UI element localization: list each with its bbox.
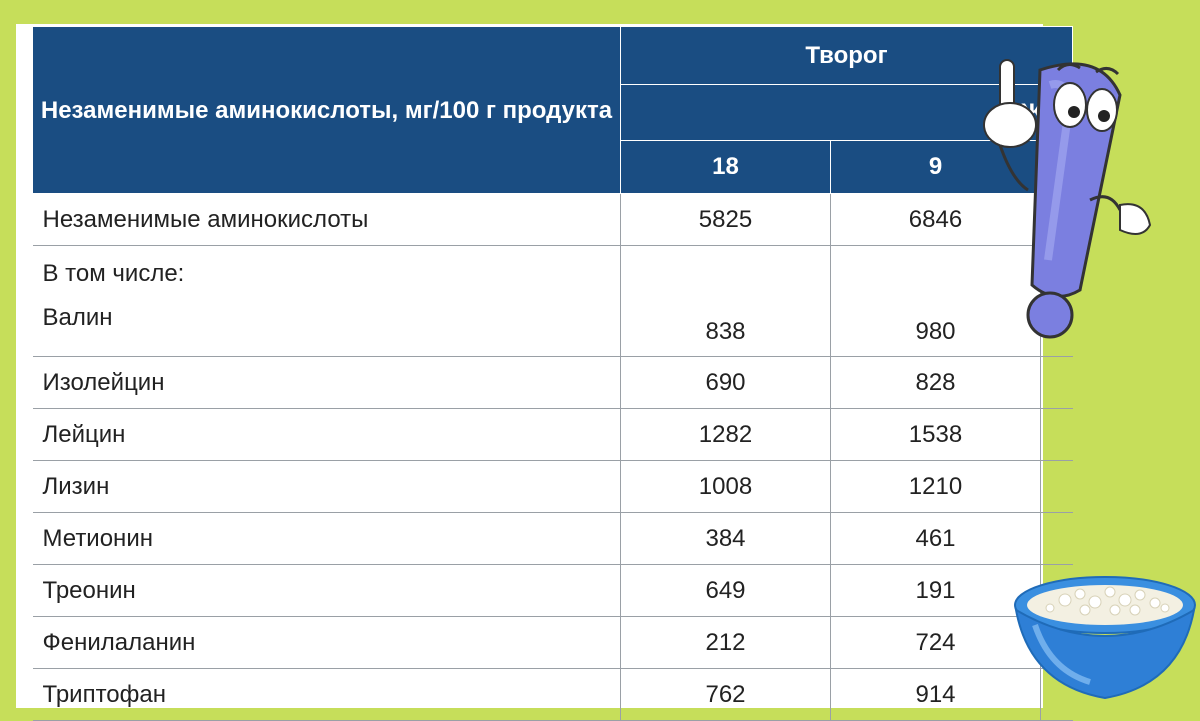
empty-cell: [1041, 461, 1073, 513]
value-cell: 6846: [831, 194, 1041, 246]
pointing-hand-icon: [984, 60, 1036, 190]
amino-acid-table: [32, 26, 1073, 721]
value-cell: 914: [831, 669, 1041, 721]
column-header: 9: [831, 141, 1041, 194]
cottage-cheese-bowl-icon: [1010, 570, 1200, 710]
value-cell: 1008: [621, 461, 831, 513]
value-cell: 980: [831, 246, 1041, 357]
value-cell: 724: [831, 617, 1041, 669]
empty-cell: [1041, 409, 1073, 461]
value-cell: 212: [621, 617, 831, 669]
value-cell: 828: [831, 357, 1041, 409]
empty-cell: [1041, 357, 1073, 409]
table-row: [33, 409, 1073, 461]
table-row: [33, 565, 1073, 617]
amino-acid-name: Лейцин: [33, 409, 621, 461]
amino-acid-name: Треонин: [33, 565, 621, 617]
value-cell: 1282: [621, 409, 831, 461]
value-cell: 191: [831, 565, 1041, 617]
value-cell: 461: [831, 513, 1041, 565]
table-row: [33, 669, 1073, 721]
value-cell: 1538: [831, 409, 1041, 461]
amino-acid-name: Лизин: [33, 461, 621, 513]
value-cell: 1210: [831, 461, 1041, 513]
amino-acid-name: Незаменимые аминокислоты: [33, 194, 621, 246]
exclamation-mascot-icon: [970, 40, 1160, 340]
table-row: [33, 246, 1073, 357]
table-row: [33, 461, 1073, 513]
value-cell: 838: [621, 246, 831, 357]
table-row: [33, 194, 1073, 246]
table-row: [33, 617, 1073, 669]
amino-acid-name: Изолейцин: [33, 357, 621, 409]
amino-acid-name-cell: [33, 246, 621, 357]
table-row: [33, 357, 1073, 409]
amino-acid-name: Триптофан: [33, 669, 621, 721]
amino-acid-sheet: [16, 24, 1043, 708]
value-cell: 690: [621, 357, 831, 409]
sublist-prefix: В том числе:: [42, 260, 185, 287]
table-row: [33, 513, 1073, 565]
row-header: Незаменимые аминокислоты, мг/100 г продукта: [33, 27, 621, 194]
amino-acid-name: Фенилаланин: [33, 617, 621, 669]
column-header: 18: [621, 141, 831, 194]
amino-acid-name: Валин: [42, 304, 113, 331]
product-group-label: Творог: [805, 41, 888, 69]
amino-acid-name: Метионин: [33, 513, 621, 565]
value-cell: 5825: [621, 194, 831, 246]
value-cell: 384: [621, 513, 831, 565]
value-cell: 649: [621, 565, 831, 617]
value-cell: 762: [621, 669, 831, 721]
empty-cell: [1041, 513, 1073, 565]
